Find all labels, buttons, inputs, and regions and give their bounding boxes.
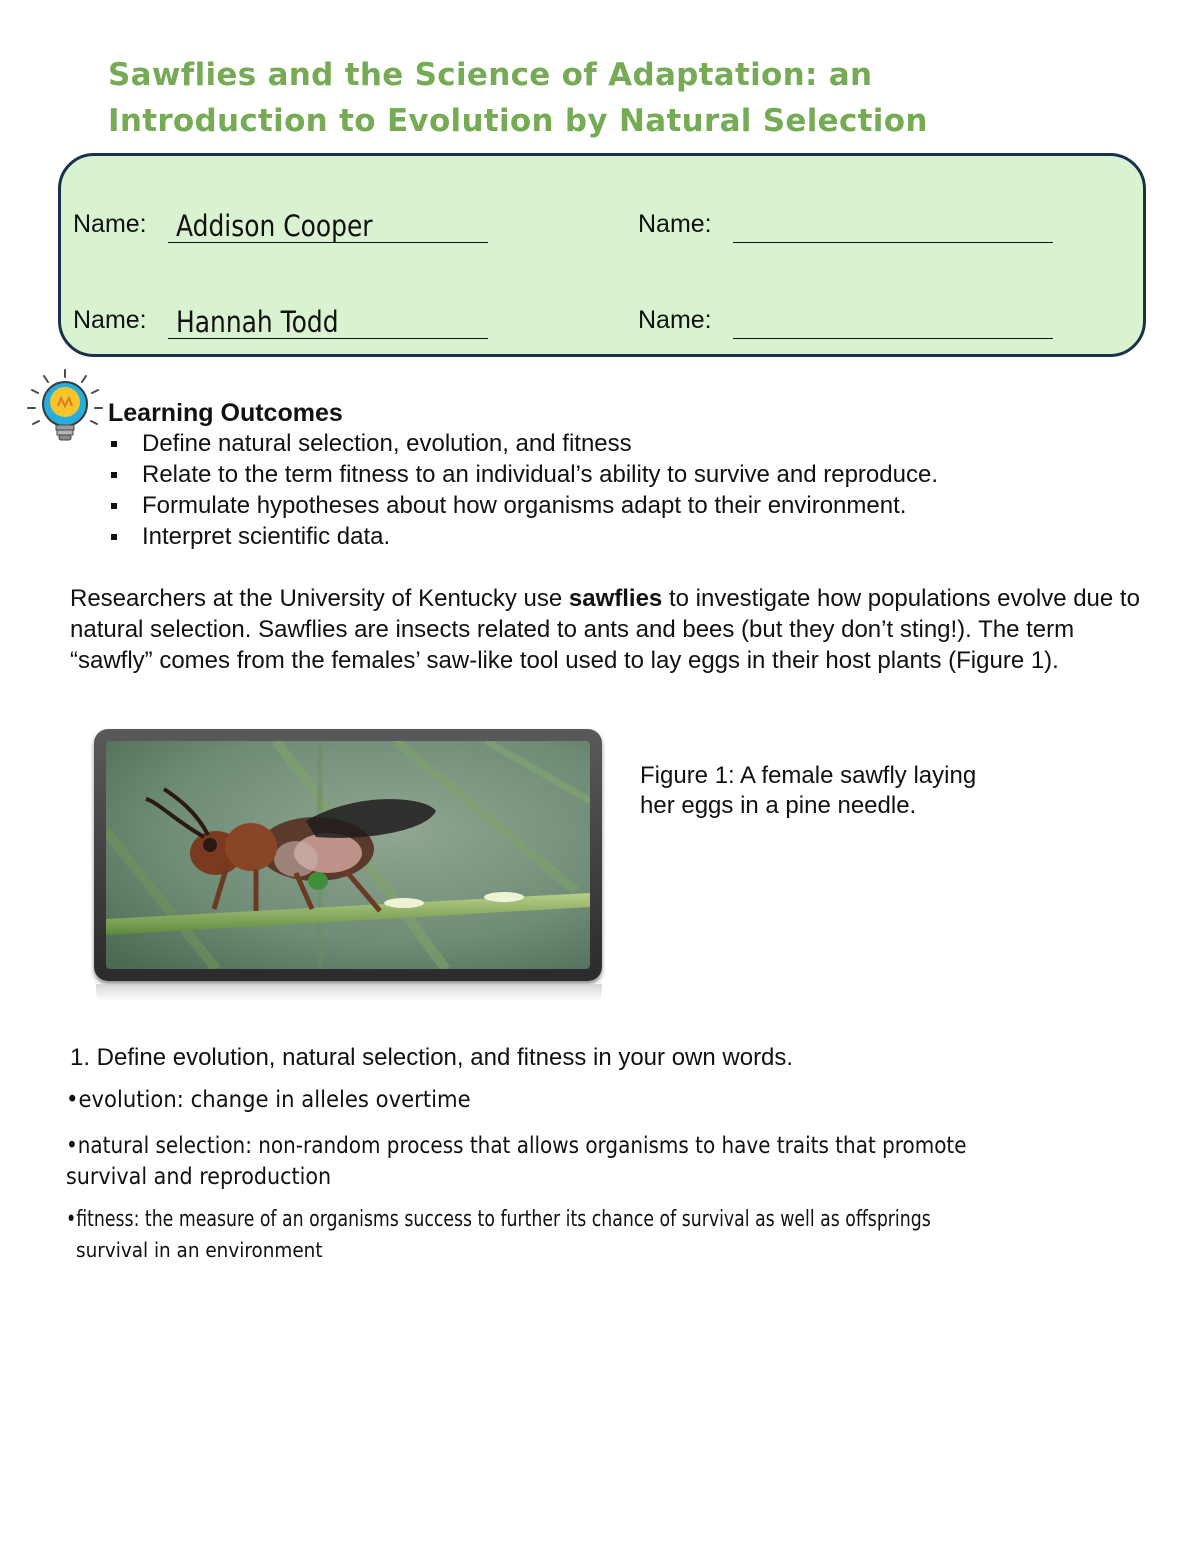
outcome-text: Formulate hypotheses about how organisms adapt to their environment. xyxy=(142,492,907,519)
answer-fitness-line-1: •fitness: the measure of an organisms success to further its chance of survival as well as offsprings xyxy=(66,1207,931,1232)
answer-natural-selection-line-1: •natural selection: non-random process that allows organisms to have traits that promote xyxy=(66,1133,967,1159)
handwritten-name-1: Addison Cooper xyxy=(176,209,373,243)
learning-outcomes-heading: Learning Outcomes xyxy=(108,399,343,427)
name-label: Name: xyxy=(638,306,712,334)
square-bullet-icon xyxy=(111,503,117,509)
outcome-text: Relate to the term fitness to an individual’s ability to survive and reproduce. xyxy=(142,461,938,488)
caption-line-1: Figure 1: A female sawfly laying xyxy=(640,762,977,789)
question-1-prompt: 1. Define evolution, natural selection, and fitness in your own words. xyxy=(70,1044,794,1071)
name-field-3[interactable] xyxy=(168,300,488,339)
sawfly-photo-illustration xyxy=(106,741,590,969)
title-line-2: Introduction to Evolution by Natural Selection xyxy=(108,103,928,139)
answer-evolution: •evolution: change in alleles overtime xyxy=(66,1087,471,1113)
handwritten-name-3: Hannah Todd xyxy=(176,305,339,339)
figure-1-photo xyxy=(94,729,602,981)
caption-line-2: her eggs in a pine needle. xyxy=(640,792,917,819)
names-panel xyxy=(58,153,1146,357)
name-field-1[interactable] xyxy=(168,204,488,243)
worksheet-title xyxy=(108,52,1108,144)
answer-fitness-line-2: survival in an environment xyxy=(76,1238,323,1262)
intro-bold-term: sawflies xyxy=(568,585,663,612)
answer-natural-selection-line-2: survival and reproduction xyxy=(66,1164,332,1190)
square-bullet-icon xyxy=(111,441,117,447)
photo-reflection xyxy=(96,984,602,1002)
name-field-2[interactable] xyxy=(733,204,1053,243)
intro-text-2: to investigate how populations evolve due to natural selection. Sawflies are insects related to ants and bees (but they don’t sting!). The term “sawfly” comes from the females’ saw-like tool used to lay eggs in their host plants (Figure 1). xyxy=(70,585,1140,674)
learning-outcomes-list xyxy=(108,428,938,552)
intro-paragraph xyxy=(70,583,1160,676)
lightbulb-icon xyxy=(26,368,104,446)
title-line-1: Sawflies and the Science of Adaptation: an xyxy=(108,57,873,93)
name-field-4[interactable] xyxy=(733,300,1053,339)
list-item xyxy=(108,428,938,459)
list-item xyxy=(108,521,938,552)
intro-text-1: Researchers at the University of Kentucky use xyxy=(70,585,569,612)
outcome-text: Define natural selection, evolution, and fitness xyxy=(142,430,632,457)
list-item xyxy=(108,490,938,521)
figure-1-caption xyxy=(640,761,1040,821)
name-label: Name: xyxy=(73,210,147,238)
name-label: Name: xyxy=(638,210,712,238)
square-bullet-icon xyxy=(111,472,117,478)
name-label: Name: xyxy=(73,306,147,334)
list-item xyxy=(108,459,938,490)
square-bullet-icon xyxy=(111,534,117,540)
outcome-text: Interpret scientific data. xyxy=(142,523,391,550)
